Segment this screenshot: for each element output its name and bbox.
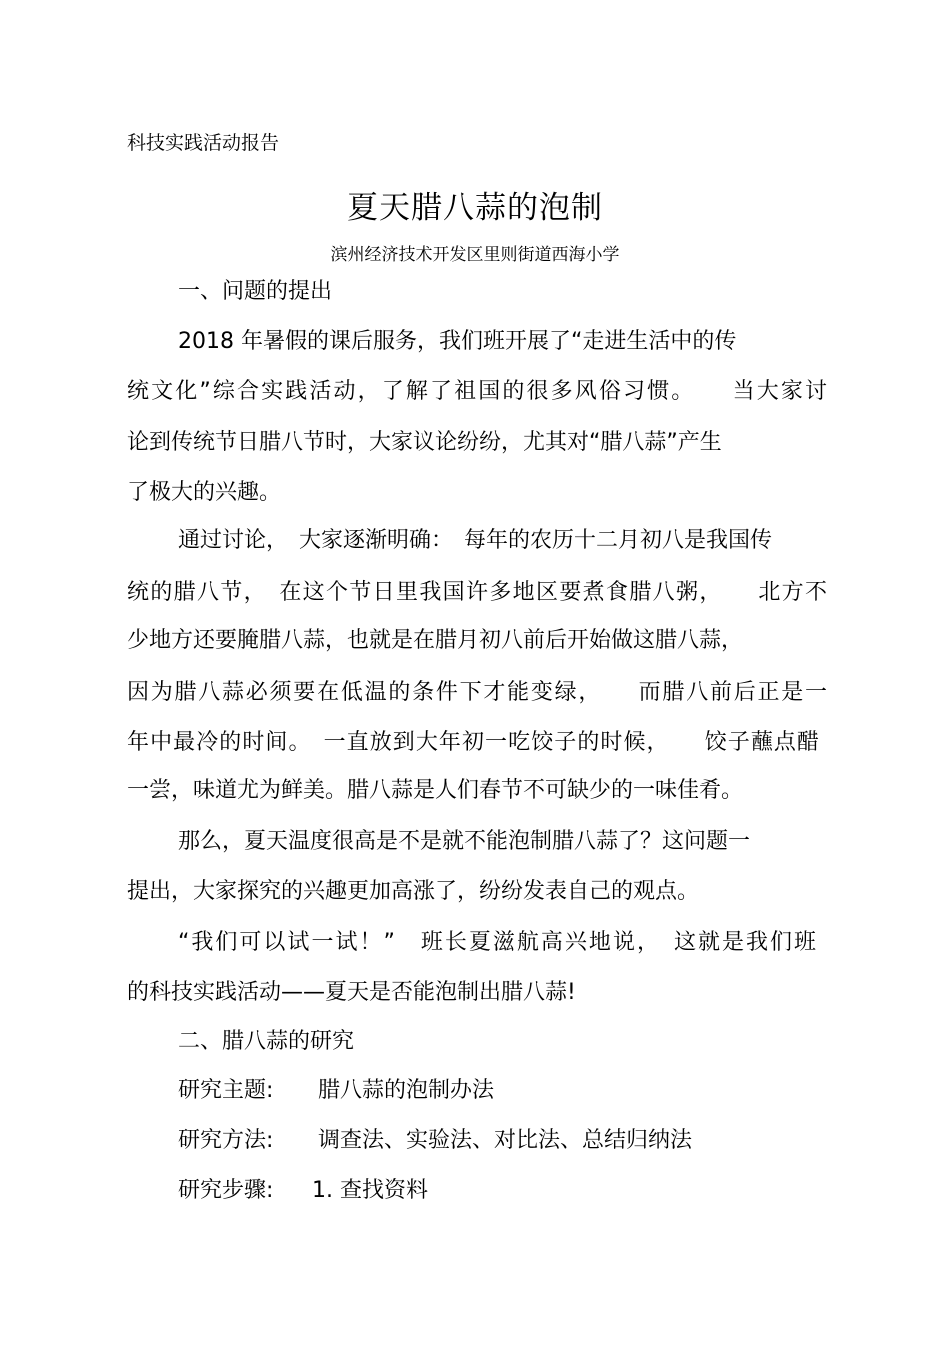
research-steps-row — [178, 1178, 428, 1204]
paragraph-line: 提出，大家探究的兴趣更加高涨了，纷纷发表自己的观点。 — [127, 879, 700, 904]
paragraph-line: 年中最冷的时间。 一直放到大年初一吃饺子的时候， 饺子蘸点醋 — [127, 730, 819, 755]
paragraph-line: 了极大的兴趣。 — [127, 480, 282, 505]
research-topic-row — [178, 1078, 495, 1104]
paragraph-line: 少地方还要腌腊八蒜，也就是在腊月初八前后开始做这腊八蒜， — [127, 628, 744, 653]
paragraph-line: “我们可以试一试！” 班长夏滋航高兴地说， 这就是我们班 — [178, 930, 816, 955]
paragraph-line: 论到传统节日腊八节时，大家议论纷纷，尤其对“腊八蒜”产生 — [127, 430, 722, 455]
document-title: 夏天腊八蒜的泡制 — [347, 190, 603, 226]
research-steps-value: 1. 查找资料 — [312, 1178, 428, 1203]
research-method-row — [178, 1128, 693, 1154]
paragraph-line: 的科技实践活动——夏天是否能泡制出腊八蒜! — [127, 980, 576, 1005]
paragraph-line: 2018 年暑假的课后服务，我们班开展了“走进生活中的传 — [178, 329, 737, 354]
paragraph-line: 统的腊八节， 在这个节日里我国许多地区要煮食腊八粥， 北方不 — [127, 580, 827, 605]
school-name: 滨州经济技术开发区里则街道西海小学 — [330, 245, 620, 265]
document-type-label: 科技实践活动报告 — [127, 132, 280, 154]
paragraph-line: 通过讨论， 大家逐渐明确： 每年的农历十二月初八是我国传 — [178, 528, 773, 553]
research-steps-label: 研究步骤: — [178, 1178, 274, 1203]
section-heading-problem: 一、问题的提出 — [178, 279, 333, 304]
research-topic-label: 研究主题: — [178, 1078, 274, 1103]
paragraph-line: 那么，夏天温度很高是不是就不能泡制腊八蒜了？这问题一 — [178, 829, 751, 854]
paragraph-line: 因为腊八蒜必须要在低温的条件下才能变绿， 而腊八前后正是一 — [127, 680, 827, 705]
research-topic-value: 腊八蒜的泡制办法 — [318, 1078, 495, 1103]
paragraph-line: 统文化”综合实践活动，了解了祖国的很多风俗习惯。 当大家讨 — [127, 379, 827, 404]
paragraph-line: 一尝，味道尤为鲜美。腊八蒜是人们春节不可缺少的一味佳肴。 — [127, 778, 744, 803]
research-method-label: 研究方法: — [178, 1128, 274, 1153]
section-heading-research: 二、腊八蒜的研究 — [178, 1029, 355, 1054]
research-method-value: 调查法、实验法、对比法、总结归纳法 — [318, 1128, 693, 1153]
